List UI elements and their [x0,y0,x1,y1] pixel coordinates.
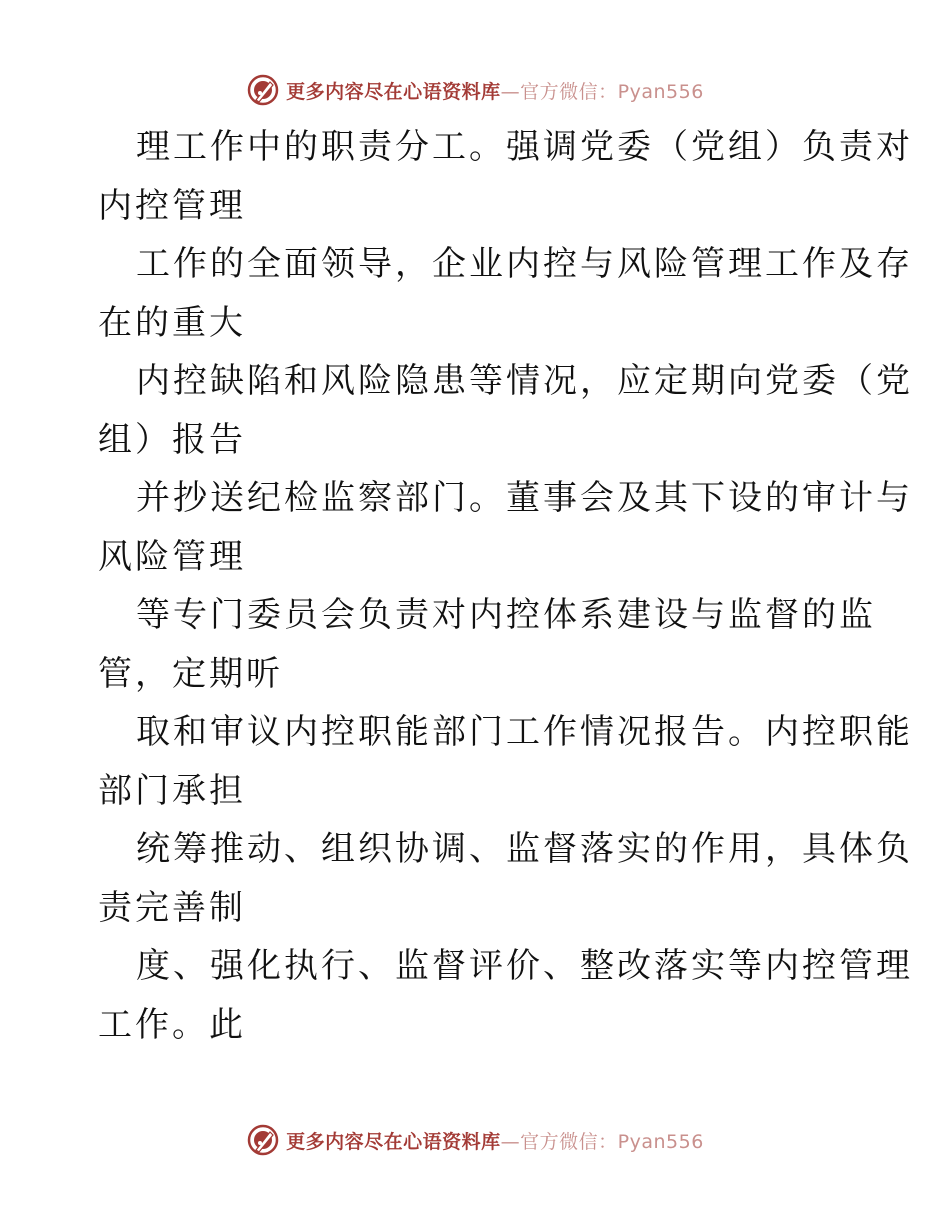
paragraph-line: 责完善制 [98,887,246,928]
paragraph-line: 统筹推动、组织协调、监督落实的作用，具体负 [136,829,913,869]
paragraph-line: 取和审议内控职能部门工作情况报告。内控职能 [136,712,913,752]
paragraph-1 [98,118,913,235]
paragraph-line: 风险管理 [98,536,246,577]
paragraph-2 [98,235,913,352]
paragraph-line: 管，定期听 [98,653,283,694]
footer-banner-sep: — [500,1130,521,1153]
paragraph-line: 工作的全面领导，企业内控与风险管理工作及存 [136,244,913,284]
paragraph-line: 理工作中的职责分工。强调党委（党组）负责对 [136,127,913,167]
paragraph-line: 部门承担 [98,770,246,811]
paragraph-7 [98,820,913,937]
paragraph-line: 并抄送纪检监察部门。董事会及其下设的审计与 [136,478,913,518]
paragraph-line: 内控管理 [98,185,246,226]
footer-banner-main: 更多内容尽在心语资料库 [286,1130,501,1153]
header-banner [0,70,950,110]
header-banner-main: 更多内容尽在心语资料库 [286,80,501,103]
paragraph-line: 工作。此 [98,1004,246,1045]
footer-banner-text [286,1127,704,1154]
paragraph-4 [98,469,913,586]
header-banner-wechat: 官方微信：Pyan556 [520,80,704,103]
paragraph-line: 度、强化执行、监督评价、整改落实等内控管理 [136,946,913,986]
paragraph-line: 在的重大 [98,302,246,343]
header-banner-text [286,77,704,104]
paragraph-5 [98,586,876,703]
footer-banner-wechat: 官方微信：Pyan556 [520,1130,704,1153]
document-body [98,118,913,1054]
footer-banner [0,1120,950,1160]
paragraph-line: 等专门委员会负责对内控体系建设与监督的监 [136,595,876,635]
header-banner-sep: — [500,80,521,103]
pen-nib-seal-icon [246,73,280,107]
paragraph-line: 组）报告 [98,419,246,460]
paragraph-6 [98,703,913,820]
paragraph-8 [98,937,913,1054]
paragraph-line: 内控缺陷和风险隐患等情况，应定期向党委（党 [136,361,913,401]
paragraph-3 [98,352,913,469]
pen-nib-seal-icon [246,1123,280,1157]
